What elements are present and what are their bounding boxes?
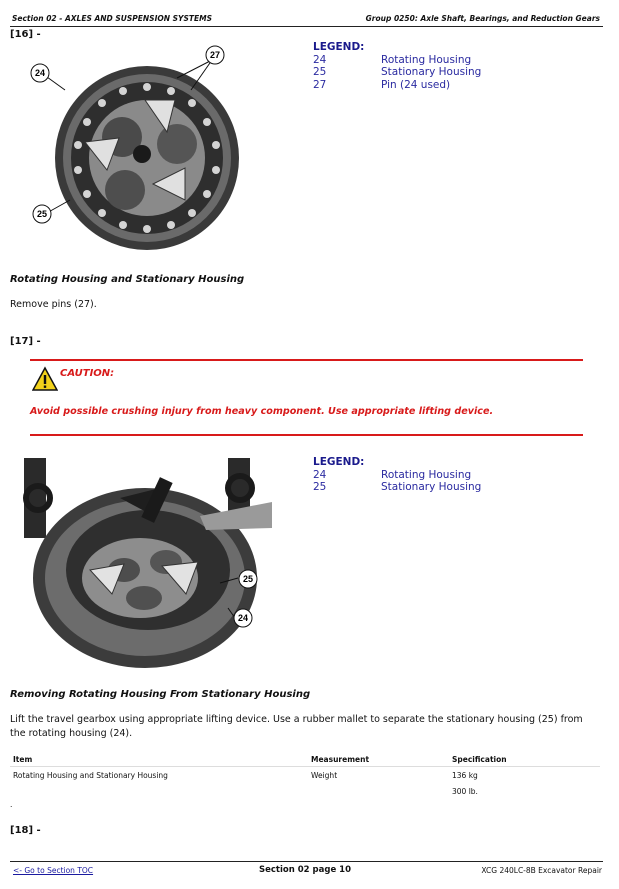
step-16-text: Remove pins (27). xyxy=(10,299,97,310)
table-header-specification: Specification xyxy=(452,755,507,764)
step-16-label: [16] - xyxy=(10,29,41,40)
step-17-label: [17] - xyxy=(10,336,41,347)
legend-text: Rotating Housing xyxy=(381,469,472,481)
step-16-heading: Rotating Housing and Stationary Housing xyxy=(10,274,245,285)
step-17-heading: Removing Rotating Housing From Stationary Housing xyxy=(10,689,311,700)
legend-text: Pin (24 used) xyxy=(381,79,451,91)
caution-message: Avoid possible crushing injury from heavy component. Use appropriate lifting device. xyxy=(30,406,494,417)
table-cell: Weight xyxy=(311,771,338,780)
table-cell: Rotating Housing and Stationary Housing xyxy=(13,771,168,780)
legend-num: 24 xyxy=(313,54,327,66)
table-cell: 300 lb. xyxy=(452,787,478,796)
gearbox-image-top xyxy=(25,40,255,250)
legend-text: Stationary Housing xyxy=(381,481,482,493)
table-header-item: Item xyxy=(13,755,33,764)
section-toc-link[interactable]: <- Go to Section TOC xyxy=(13,866,94,875)
group-title: Group 0250: Axle Shaft, Bearings, and Reduction Gears xyxy=(365,14,600,23)
callout-24-text: 24 xyxy=(34,68,46,78)
caution-label: CAUTION: xyxy=(60,368,115,379)
warning-icon xyxy=(32,366,58,392)
document-title: XCG 240LC-8B Excavator Repair xyxy=(481,866,602,875)
header-divider xyxy=(10,26,603,27)
stray-dot: . xyxy=(10,800,13,809)
page-number: Section 02 page 10 xyxy=(259,865,351,875)
legend-num: 25 xyxy=(313,481,327,493)
table-divider xyxy=(10,766,600,767)
step-17-text: Lift the travel gearbox using appropriate lifting device. Use a rubber mallet to separate the stationary housing (25) from the rotating housing (24). xyxy=(10,714,583,739)
table-cell: 136 kg xyxy=(452,771,478,780)
legend-num: 24 xyxy=(313,469,327,481)
legend-title: LEGEND: xyxy=(313,456,365,468)
table-header-measurement: Measurement xyxy=(311,755,370,764)
legend-title: LEGEND: xyxy=(313,41,365,53)
legend-num: 25 xyxy=(313,66,327,78)
callout-25-text: 25 xyxy=(36,209,48,219)
legend-num: 27 xyxy=(313,79,327,91)
gearbox-image-bottom xyxy=(20,458,272,676)
section-title: Section 02 - AXLES AND SUSPENSION SYSTEMS xyxy=(12,14,212,23)
caution-top-rule xyxy=(30,359,583,361)
caution-bottom-rule xyxy=(30,434,583,436)
callout-24-text: 24 xyxy=(237,613,249,623)
footer-divider xyxy=(10,861,603,862)
legend-text: Rotating Housing xyxy=(381,54,472,66)
legend-text: Stationary Housing xyxy=(381,66,482,78)
step-18-label: [18] - xyxy=(10,825,41,836)
callout-25-text: 25 xyxy=(242,574,254,584)
callout-27-text: 27 xyxy=(209,50,221,60)
